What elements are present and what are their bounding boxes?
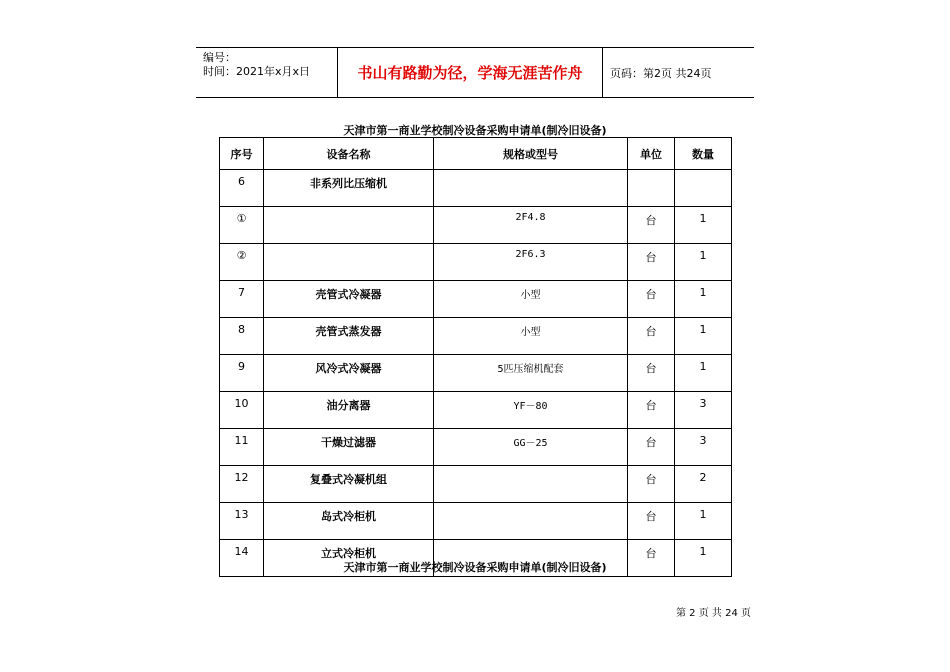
table-row — [220, 355, 732, 392]
cell-qty: 1 — [675, 355, 732, 392]
cell-no: 11 — [220, 429, 264, 466]
cell-qty: 1 — [675, 503, 732, 540]
table-row — [220, 318, 732, 355]
cell-unit: 台 — [628, 244, 675, 281]
table-row — [220, 281, 732, 318]
cell-spec — [434, 466, 628, 503]
cell-no: ② — [220, 244, 264, 281]
header-spec: 规格或型号 — [434, 138, 628, 170]
table-row — [220, 429, 732, 466]
cell-no: 14 — [220, 540, 264, 577]
header-qty: 数量 — [675, 138, 732, 170]
page-code: 页码：第2页 共24页 — [610, 66, 712, 80]
cell-spec: 小型 — [434, 318, 628, 355]
cell-name: 复叠式冷凝机组 — [264, 466, 434, 503]
cell-no: 10 — [220, 392, 264, 429]
table-row — [220, 392, 732, 429]
cell-unit: 台 — [628, 207, 675, 244]
page-footer: 第 2 页 共 24 页 — [676, 608, 751, 619]
cell-name — [264, 207, 434, 244]
document-title-repeat: 天津市第一商业学校制冷设备采购申请单(制冷旧设备) — [343, 561, 607, 574]
cell-name: 风冷式冷凝器 — [264, 355, 434, 392]
header-name: 设备名称 — [264, 138, 434, 170]
equipment-table — [219, 137, 732, 577]
cell-spec: 小型 — [434, 281, 628, 318]
cell-unit — [628, 170, 675, 207]
cell-unit: 台 — [628, 355, 675, 392]
cell-qty: 1 — [675, 318, 732, 355]
cell-spec: YF－80 — [434, 392, 628, 429]
cell-qty: 1 — [675, 281, 732, 318]
cell-spec — [434, 170, 628, 207]
table-header-row — [220, 138, 732, 170]
cell-name: 油分离器 — [264, 392, 434, 429]
cell-unit: 台 — [628, 318, 675, 355]
cell-name — [264, 244, 434, 281]
cell-spec — [434, 503, 628, 540]
cell-no: 12 — [220, 466, 264, 503]
cell-no: 13 — [220, 503, 264, 540]
cell-spec: 2F6.3 — [434, 244, 628, 281]
cell-name: 非系列比压缩机 — [264, 170, 434, 207]
cell-qty: 2 — [675, 466, 732, 503]
cell-spec: 5匹压缩机配套 — [434, 355, 628, 392]
header-motto-cell — [338, 48, 603, 97]
cell-no: 7 — [220, 281, 264, 318]
cell-name: 壳管式蒸发器 — [264, 318, 434, 355]
cell-no: 6 — [220, 170, 264, 207]
cell-unit: 台 — [628, 392, 675, 429]
cell-qty: 1 — [675, 540, 732, 577]
document-title: 天津市第一商业学校制冷设备采购申请单(制冷旧设备) — [343, 124, 607, 137]
cell-spec: GG－25 — [434, 429, 628, 466]
table-row — [220, 244, 732, 281]
cell-qty: 1 — [675, 244, 732, 281]
cell-qty: 1 — [675, 207, 732, 244]
cell-no: 9 — [220, 355, 264, 392]
table-row — [220, 207, 732, 244]
cell-unit: 台 — [628, 503, 675, 540]
header-no: 序号 — [220, 138, 264, 170]
header-meta — [196, 48, 338, 97]
page-header — [196, 47, 754, 98]
cell-qty: 3 — [675, 429, 732, 466]
number-label: 编号： — [203, 51, 236, 64]
cell-no: ① — [220, 207, 264, 244]
cell-name: 壳管式冷凝器 — [264, 281, 434, 318]
cell-unit: 台 — [628, 540, 675, 577]
cell-name: 立式冷柜机 — [264, 540, 434, 577]
cell-unit: 台 — [628, 466, 675, 503]
cell-name: 干燥过滤器 — [264, 429, 434, 466]
table-row — [220, 503, 732, 540]
cell-unit: 台 — [628, 429, 675, 466]
cell-name: 岛式冷柜机 — [264, 503, 434, 540]
table-row — [220, 170, 732, 207]
time-label: 时间：2021年x月x日 — [203, 65, 311, 78]
motto-text: 书山有路勤为径，学海无涯苦作舟 — [357, 64, 583, 82]
cell-qty: 3 — [675, 392, 732, 429]
cell-no: 8 — [220, 318, 264, 355]
header-unit: 单位 — [628, 138, 675, 170]
cell-qty — [675, 170, 732, 207]
cell-unit: 台 — [628, 281, 675, 318]
cell-spec: 2F4.8 — [434, 207, 628, 244]
table-row — [220, 466, 732, 503]
